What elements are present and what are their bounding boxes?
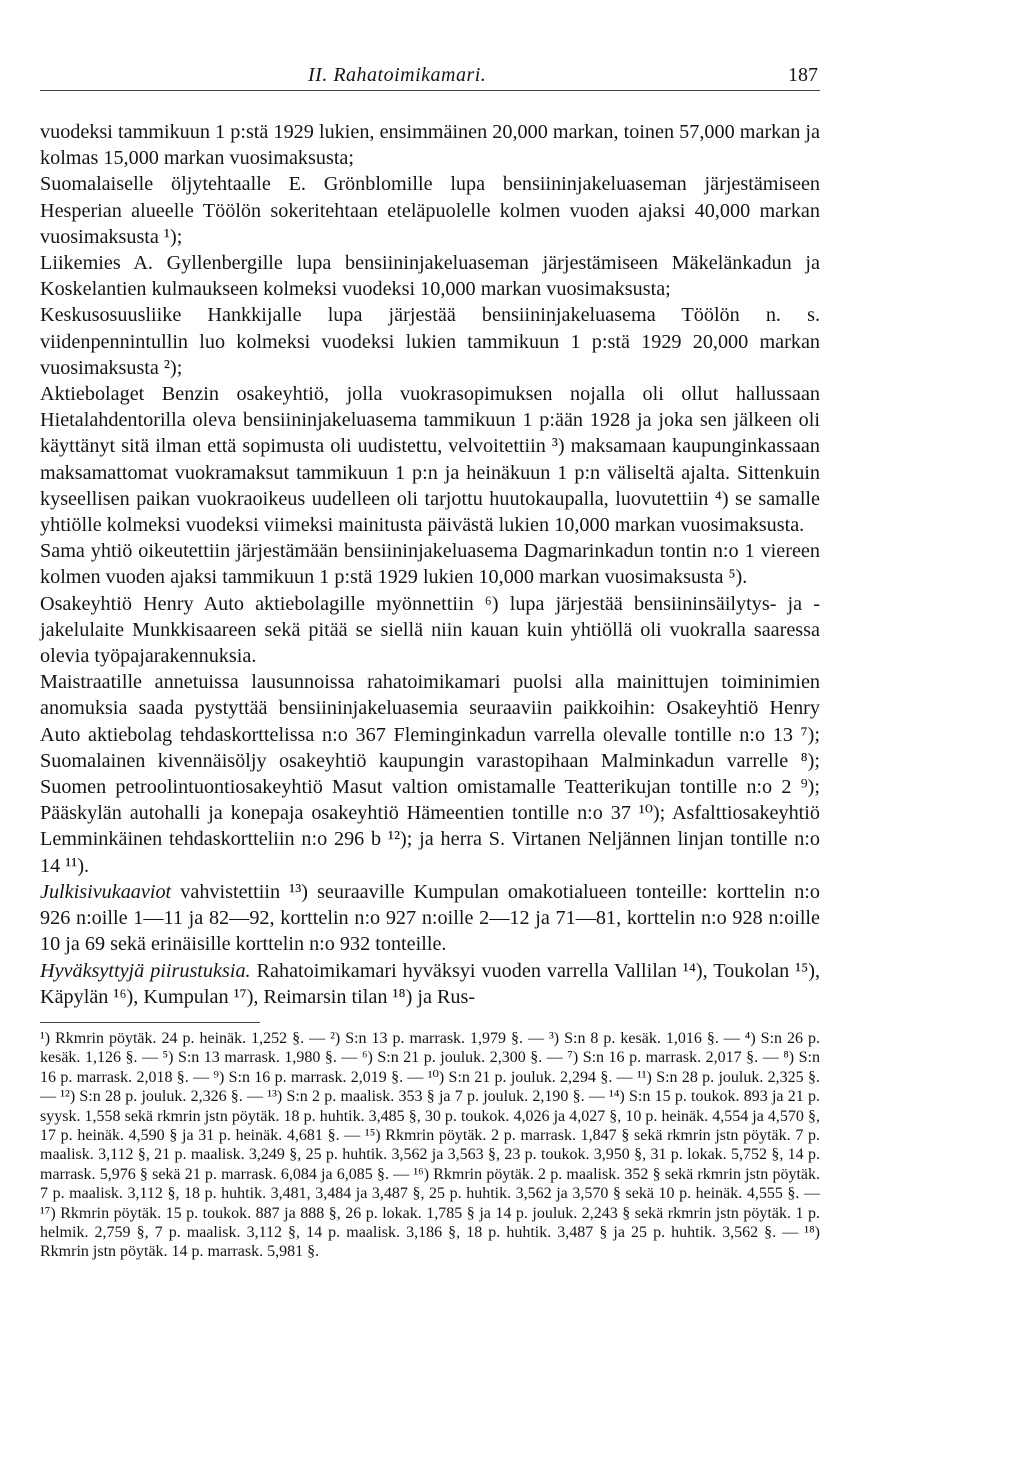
paragraph-text: vahvistettiin ¹³) seuraaville Kumpulan omakotialueen tonteille: korttelin n:o 926 n:oille 1—11 ja 82—92, korttelin n:o 927 n:oille 2—12 ja 71—81, korttelin n:o 928 n:oille 10 ja 69 sekä erinäisille korttelin n:o 932 tonteille. bbox=[40, 880, 820, 956]
footnote-rule bbox=[40, 1022, 260, 1023]
running-header bbox=[40, 60, 820, 91]
footnotes: ¹) Rkmrin pöytäk. 24 p. heinäk. 1,252 §. — ²) S:n 13 p. marrask. 1,979 §. — ³) S:n 8 p. kesäk. 1,016 §. — ⁴) S:n 26 p. kesäk. 1,126 §. — ⁵) S:n 13 marrask. 1,980 §. — ⁶) S:n 21 p. jouluk. 2,300 §. — ⁷) S:n 16 p. marrask. 2,017 §. — ⁸) S:n 16 p. marrask. 2,018 §. — ⁹) S:n 16 p. marrask. 2,019 §. — ¹⁰) S:n 21 p. jouluk. 2,294 §. — ¹¹) S:n 28 p. jouluk. 2,325 §. — ¹²) S:n 28 p. jouluk. 2,326 §. — ¹³) S:n 2 p. maalisk. 353 § ja 7 p. jouluk. 2,190 §. — ¹⁴) S:n 15 p. toukok. 893 ja 21 p. syysk. 1,558 sekä rkmrin jstn pöytäk. 18 p. huhtik. 3,485 §, 30 p. toukok. 4,026 ja 4,027 §, 10 p. heinäk. 4,554 ja 4,570 §, 17 p. heinäk. 4,590 § ja 31 p. heinäk. 4,681 §. — ¹⁵) Rkmrin pöytäk. 2 p. marrask. 1,847 § sekä rkmrin jstn pöytäk. 7 p. maalisk. 3,112 §, 21 p. maalisk. 3,249 §, 25 p. huhtik. 3,562 ja 3,563 §, 23 p. toukok. 3,950 §, 31 p. lokak. 5,752 §, 14 p. marrask. 5,976 § sekä 21 p. marrask. 6,084 ja 6,085 §. — ¹⁶) Rkmrin pöytäk. 2 p. maalisk. 352 § sekä rkmrin jstn pöytäk. 7 p. maalisk. 3,112 §, 18 p. huhtik. 3,481, 3,484 ja 3,487 §, 25 p. huhtik. 3,562 ja 3,570 § sekä 10 p. heinäk. 4,555 §. — ¹⁷) Rkmrin pöytäk. 15 p. toukok. 887 ja 888 §, 26 p. lokak. 1,785 § ja 14 p. jouluk. 2,243 § sekä rkmrin jstn pöytäk. 1 p. helmik. 2,759 §, 7 p. maalisk. 3,112 §, 14 p. maalisk. 3,186 §, 18 p. huhtik. 3,487 § ja 25 p. huhtik. 3,562 §. — ¹⁸) Rkmrin jstn pöytäk. 14 p. marrask. 5,981 §. bbox=[40, 1029, 820, 1261]
paragraph: Liikemies A. Gyllenbergille lupa bensiininjakeluaseman järjestämiseen Mäkelänkadun ja Koskelantien kulmaukseen kolmeksi vuodeksi 10,000 markan vuosimaksusta; bbox=[40, 252, 820, 301]
italic-lead-in: Hyväksyttyjä piirustuksia. bbox=[40, 959, 251, 982]
paragraph bbox=[40, 958, 820, 1010]
paragraph: Osakeyhtiö Henry Auto aktiebolagille myönnettiin ⁶) lupa järjestää bensiininsäilytys- ja -jakelulaite Munkkisaareen sekä pitää se siellä niin kauan kuin yhtiöllä oli vuokralla saaressa olevia työpajarakennuksia. bbox=[40, 592, 820, 668]
paragraph bbox=[40, 879, 820, 958]
running-title: II. Rahatoimikamari. bbox=[308, 64, 487, 86]
paragraph: Maistraatille annetuissa lausunnoissa rahatoimikamari puolsi alla mainittujen toiminimien anomuksia saada pystyttää bensiininjakeluasemia seuraaviin paikkoihin: Osakeyhtiö Henry Auto aktiebolag tehdaskorttelissa n:o 367 Fleminginkadun varrella olevalle tontille n:o 13 ⁷); Suomalainen kivennäisöljy osakeyhtiö kaupungin varastopihaan Malminkadun varrelle ⁸); Suomen petroolintuontiosakeyhtiö Masut valtion omistamalle Teatterikujan tontille n:o 2 ⁹); Pääskylän autohalli ja konepaja osakeyhtiö Hämeentien tontille n:o 37 ¹⁰); Asfalttiosakeyhtiö Lemminkäinen tehdaskortteliin n:o 296 b ¹²); ja herra S. Virtanen Neljännen linjan tontille n:o 14 ¹¹). bbox=[40, 671, 820, 877]
paragraph: Sama yhtiö oikeutettiin järjestämään bensiininjakeluasema Dagmarinkadun tontin n:o 1 viereen kolmen vuoden ajaksi tammikuun 1 p:stä 1929 lukien 10,000 markan vuosimaksusta ⁵). bbox=[40, 540, 820, 589]
paragraph-text: Rahatoimikamari hyväksyi vuoden varrella Vallilan ¹⁴), Toukolan ¹⁵), Käpylän ¹⁶), Kumpulan ¹⁷), Reimarsin tilan ¹⁸) ja Rus- bbox=[40, 959, 821, 1008]
paragraph: Aktiebolaget Benzin osakeyhtiö, jolla vuokrasopimuksen nojalla oli ollut hallussaan Hietalahdentorilla oleva bensiininjakeluasema tammikuun 1 p:ään 1928 ja joka sen jälkeen oli käyttänyt sitä ilman että sopimusta oli uudistettu, velvoitettiin ³) maksamaan kaupunginkassaan maksamattomat vuokramaksut tammikuun 1 p:n ja heinäkuun 1 p:n väliseltä ajalta. Sittenkuin kyseellisen paikan vuokraoikeus uudelleen oli tarjottu huutokaupalla, luovutettiin ⁴) se samalle yhtiölle kolmeksi vuodeksi viimeksi mainitusta päivästä lukien 10,000 markan vuosimaksusta. bbox=[40, 383, 820, 537]
paragraph: vuodeksi tammikuun 1 p:stä 1929 lukien, ensimmäinen 20,000 markan, toinen 57,000 markan ja kolmas 15,000 markan vuosimaksusta; bbox=[40, 121, 820, 170]
page-number: 187 bbox=[788, 64, 818, 86]
italic-lead-in: Julkisivukaaviot bbox=[40, 880, 172, 903]
body-text bbox=[40, 119, 820, 1010]
document-page bbox=[40, 60, 820, 1262]
paragraph: Suomalaiselle öljytehtaalle E. Grönblomille lupa bensiininjakeluaseman järjestämiseen Hesperian alueelle Töölön sokeritehtaan eteläpuolelle kolmen vuoden ajaksi 40,000 markan vuosimaksusta ¹); bbox=[40, 173, 820, 248]
paragraph: Keskusosuusliike Hankkijalle lupa järjestää bensiininjakeluasema Töölön n. s. viidenpennintullin luo kolmeksi vuodeksi lukien tammikuun 1 p:stä 1929 20,000 markan vuosimaksusta ²); bbox=[40, 304, 820, 379]
